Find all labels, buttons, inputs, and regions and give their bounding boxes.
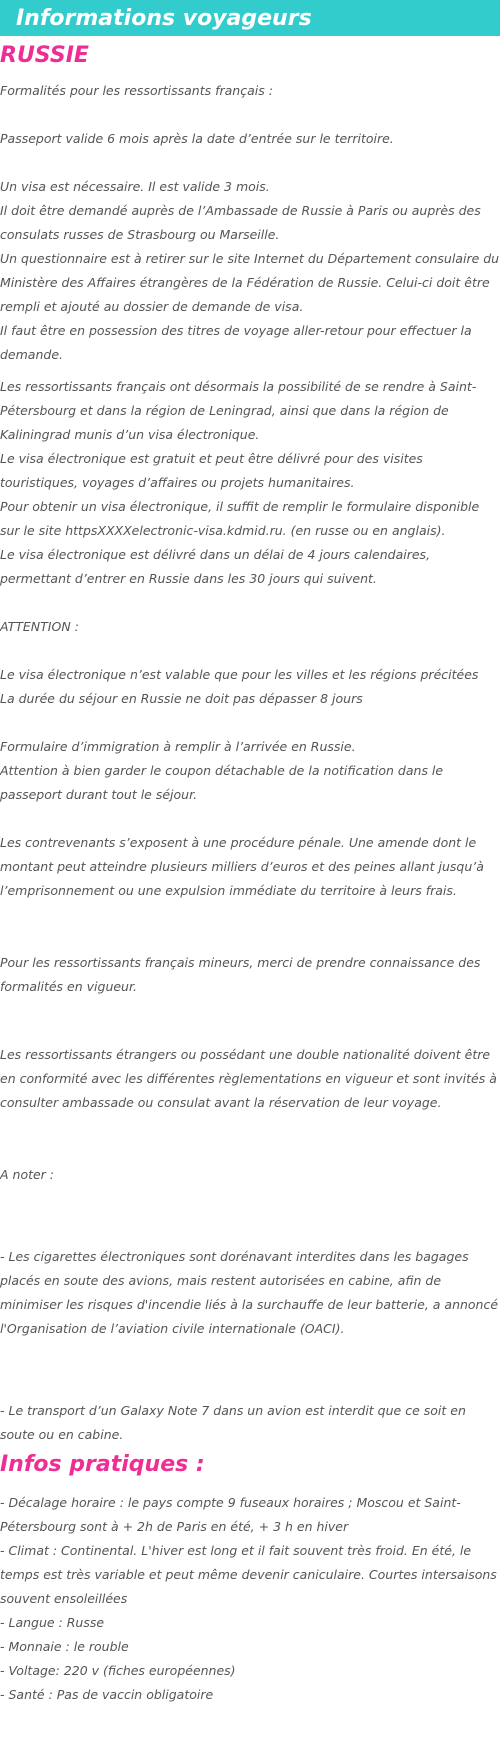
note-galaxy-note-7: - Le transport d’un Galaxy Note 7 dans un avion est interdit que ce soit en soute ou en cabine.	[0, 1403, 466, 1442]
electronic-visa-info: Les ressortissants français ont désormais la possibilité de se rendre à Saint-Pétersbourg et dans la région de Leningrad, ainsi que dans la région de Kaliningrad munis d’un visa électronique. Le visa électronique est gratuit et peut être délivré pour des visites touristiques, voyages d’affaires ou projets humanitaires. Pour obtenir un visa électronique, il suffit de remplir le formulaire disponible sur le site httpsXXXXelectronic-visa.kdmid.ru. (en russe ou en anglais). Le visa électronique est délivré dans un délai de 4 jours calendaires, permettant d’entrer en Russie dans les 30 jours qui suivent.	[0, 379, 480, 586]
attention-label: ATTENTION :	[0, 619, 79, 634]
minors-info: Pour les ressortissants français mineurs, merci de prendre connaissance des formalités en vigueur.	[0, 955, 481, 994]
country-title: RUSSIE	[0, 43, 89, 68]
immigration-form-info: Formulaire d’immigration à remplir à l’arrivée en Russie. Attention à bien garder le coupon détachable de la notification dans le passeport durant tout le séjour.	[0, 739, 444, 802]
attention-text: Le visa électronique n’est valable que pour les villes et les régions précitées La durée du séjour en Russie ne doit pas dépasser 8 jours	[0, 667, 479, 706]
note-electronic-cigarettes: - Les cigarettes électroniques sont dorénavant interdites dans les bagages placés en soute des avions, mais restent autorisées en cabine, afin de minimiser les risques d'incendie liés à la surchauffe de leur batterie, a annoncé l'Organisation de l’aviation civile internationale (OACI).	[0, 1249, 499, 1336]
penalties-info: Les contrevenants s’exposent à une procédure pénale. Une amende dont le montant peut atteindre plusieurs milliers d’euros et des peines allant jusqu’à l’emprisonnement ou une expulsion immédiate du territoire à leurs frais.	[0, 835, 484, 898]
section-title: Informations voyageurs	[16, 5, 312, 31]
visa-requirement: Un visa est nécessaire. Il est valide 3 mois. Il doit être demandé auprès de l’Ambassade de Russie à Paris ou auprès des consulats russes de Strasbourg ou Marseille. Un questionnaire est à retirer sur le site Internet du Département consulaire du Ministère des Affaires étrangères de la Fédération de Russie. Celui-ci doit être rempli et ajouté au dossier de demande de visa. Il faut être en possession des titres de voyage aller-retour pour effectuer la demande.	[0, 179, 500, 362]
note-label: A noter :	[0, 1167, 55, 1182]
main-content	[0, 41, 500, 1707]
foreigners-info: Les ressortissants étrangers ou possédant une double nationalité doivent être en conformité avec les différentes règlementations en vigueur et sont invités à consulter ambassade ou consulat avant la réservation de leur voyage.	[0, 1047, 497, 1110]
passport-requirement: Passeport valide 6 mois après la date d’entrée sur le territoire.	[0, 131, 394, 146]
formalities-intro: Formalités pour les ressortissants français :	[0, 83, 273, 98]
practical-info-title: Infos pratiques :	[0, 1452, 205, 1477]
practical-info-text: - Décalage horaire : le pays compte 9 fuseaux horaires ; Moscou et Saint-Pétersbourg sont à + 2h de Paris en été, + 3 h en hiver - Climat : Continental. L'hiver est long et il fait souvent très froid. En été, le temps est très variable et peut même devenir caniculaire. Courtes intersaisons souvent ensoleillées - Langue : Russe - Monnaie : le rouble - Voltage: 220 v (fiches européennes) - Santé : Pas de vaccin obligatoire	[0, 1495, 497, 1702]
section-header	[0, 0, 500, 36]
